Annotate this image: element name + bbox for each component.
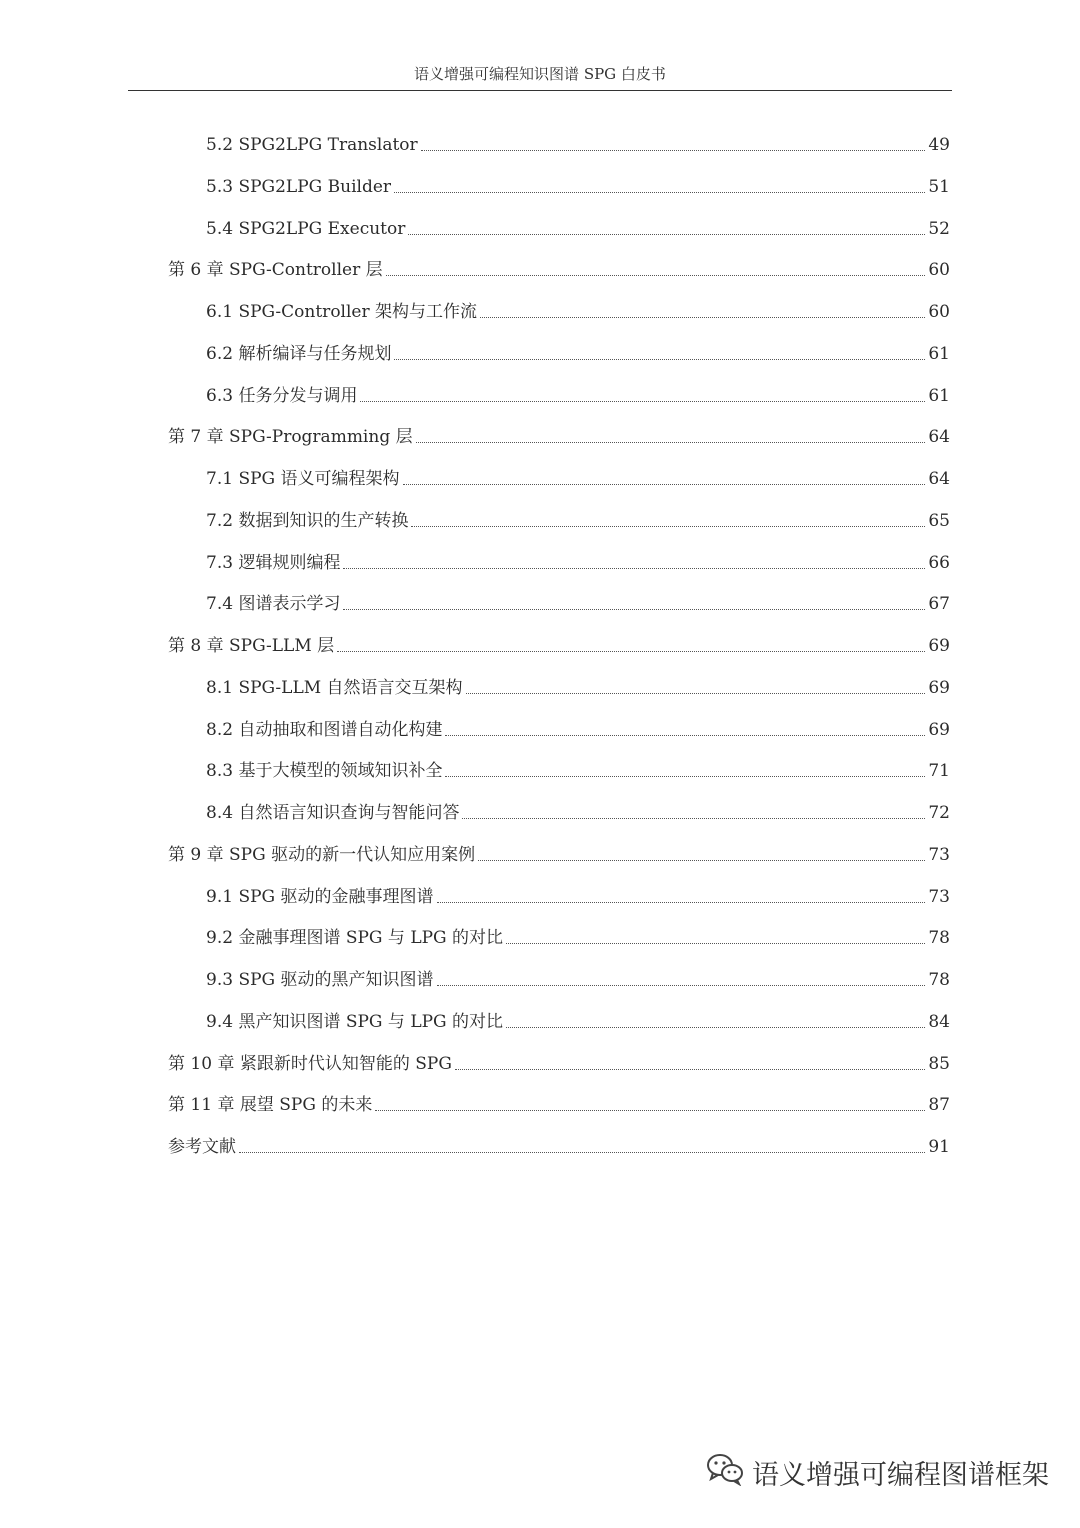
watermark-text: 语义增强可编程图谱框架 <box>752 1459 1049 1491</box>
toc-entry-page-number: 72 <box>928 803 950 823</box>
toc-dot-leader <box>478 859 925 861</box>
toc-entry-page-number: 65 <box>928 510 950 531</box>
toc-dot-leader <box>421 149 926 151</box>
toc-entry-title: 第 10 章 紧跟新时代认知智能的 SPG <box>168 1053 452 1074</box>
toc-entry[interactable] <box>206 336 950 366</box>
toc-entry-title: 7.1 SPG 语义可编程架构 <box>206 469 400 489</box>
toc-entry[interactable] <box>206 127 950 157</box>
toc-entry[interactable] <box>206 294 950 324</box>
toc-entry-page-number: 85 <box>928 1053 950 1074</box>
toc-entry-page-number: 78 <box>928 928 950 949</box>
toc-entry-title: 5.2 SPG2LPG Translator <box>206 135 418 155</box>
toc-entry-page-number: 69 <box>928 719 950 740</box>
toc-dot-leader <box>466 692 926 694</box>
toc-entry-title: 7.4 图谱表示学习 <box>206 594 341 615</box>
toc-entry-page-number: 60 <box>928 302 950 322</box>
toc-entry-page-number: 71 <box>928 761 950 782</box>
toc-entry-title: 8.2 自动抽取和图谱自动化构建 <box>206 719 443 740</box>
toc-entry-page-number: 51 <box>928 176 950 197</box>
toc-entry-title: 第 9 章 SPG 驱动的新一代认知应用案例 <box>168 844 476 865</box>
toc-entry-title: 9.4 黑产知识图谱 SPG 与 LPG 的对比 <box>206 1011 504 1032</box>
toc-entry-page-number: 84 <box>928 1011 950 1032</box>
toc-entry[interactable] <box>206 920 950 950</box>
toc-dot-leader <box>360 400 925 402</box>
toc-entry-page-number: 69 <box>928 636 950 656</box>
toc-entry-title: 8.1 SPG-LLM 自然语言交互架构 <box>206 677 463 698</box>
toc-entry-page-number: 60 <box>928 260 950 281</box>
watermark <box>706 1448 1049 1496</box>
toc-entry-page-number: 61 <box>928 385 950 406</box>
toc-entry-title: 6.1 SPG-Controller 架构与工作流 <box>206 302 478 322</box>
toc-dot-leader <box>411 525 925 527</box>
toc-entry-title: 第 11 章 展望 SPG 的未来 <box>168 1095 373 1116</box>
toc-entry[interactable] <box>206 1004 950 1034</box>
toc-entry[interactable] <box>206 503 950 533</box>
toc-dot-leader <box>394 191 925 193</box>
toc-entry-page-number: 87 <box>928 1095 950 1116</box>
toc-entry-title: 5.3 SPG2LPG Builder <box>206 176 392 197</box>
toc-entry-title: 第 8 章 SPG-LLM 层 <box>168 636 335 656</box>
toc-dot-leader <box>445 734 925 736</box>
toc-entry[interactable] <box>206 962 950 992</box>
toc-entry[interactable] <box>168 1087 950 1117</box>
toc-entry[interactable] <box>206 378 950 408</box>
toc-dot-leader <box>506 1026 925 1028</box>
toc-entry-page-number: 69 <box>928 677 950 698</box>
toc-entry[interactable] <box>206 545 950 575</box>
toc-dot-leader <box>408 233 925 235</box>
wechat-icon <box>706 1452 744 1493</box>
toc-entry[interactable] <box>206 712 950 742</box>
toc-entry-page-number: 66 <box>928 552 950 573</box>
toc-dot-leader <box>403 483 926 485</box>
toc-dot-leader <box>462 817 925 819</box>
toc-dot-leader <box>445 775 925 777</box>
toc-entry[interactable] <box>206 879 950 909</box>
toc-entry-title: 7.2 数据到知识的生产转换 <box>206 510 409 531</box>
toc-entry-title: 6.3 任务分发与调用 <box>206 385 358 406</box>
toc-entry[interactable] <box>168 628 950 658</box>
toc-entry[interactable] <box>168 837 950 867</box>
toc-entry-title: 6.2 解析编译与任务规划 <box>206 343 392 364</box>
toc-entry-page-number: 61 <box>928 343 950 364</box>
toc-entry-page-number: 49 <box>928 135 950 155</box>
toc-dot-leader <box>343 567 925 569</box>
toc-dot-leader <box>437 984 926 986</box>
toc-entry[interactable] <box>168 252 950 282</box>
toc-entry-title: 第 6 章 SPG-Controller 层 <box>168 260 383 281</box>
toc-entry-page-number: 73 <box>928 844 950 865</box>
running-header <box>128 62 952 91</box>
toc-dot-leader <box>239 1151 925 1153</box>
toc-entry[interactable] <box>206 670 950 700</box>
toc-entry[interactable] <box>206 461 950 491</box>
toc-dot-leader <box>343 608 925 610</box>
toc-entry-title: 9.2 金融事理图谱 SPG 与 LPG 的对比 <box>206 928 504 949</box>
toc-entry[interactable] <box>206 795 950 825</box>
toc-dot-leader <box>375 1109 925 1111</box>
toc-entry-page-number: 78 <box>928 970 950 990</box>
toc-entry-title: 9.1 SPG 驱动的金融事理图谱 <box>206 886 434 907</box>
toc-entry-page-number: 67 <box>928 594 950 615</box>
toc-entry-page-number: 64 <box>928 427 950 448</box>
toc-entry[interactable] <box>206 211 950 241</box>
toc-entry[interactable] <box>206 586 950 616</box>
toc-entry-title: 9.3 SPG 驱动的黑产知识图谱 <box>206 970 434 990</box>
header-title: 语义增强可编程知识图谱 SPG 白皮书 <box>414 65 666 83</box>
toc-dot-leader <box>506 942 925 944</box>
toc-entry-title: 7.3 逻辑规则编程 <box>206 552 341 573</box>
toc-entry-title: 8.4 自然语言知识查询与智能问答 <box>206 803 460 823</box>
toc-dot-leader <box>394 358 925 360</box>
toc-dot-leader <box>437 901 926 903</box>
toc-entry[interactable] <box>168 1129 950 1159</box>
toc-entry[interactable] <box>206 169 950 199</box>
toc-entry-page-number: 52 <box>928 218 950 239</box>
toc-entry-title: 8.3 基于大模型的领域知识补全 <box>206 761 443 782</box>
toc-entry-title: 5.4 SPG2LPG Executor <box>206 218 406 239</box>
toc-entry-page-number: 91 <box>928 1137 950 1157</box>
toc-dot-leader <box>386 274 926 276</box>
toc-dot-leader <box>337 650 925 652</box>
toc-entry[interactable] <box>168 1046 950 1076</box>
toc-dot-leader <box>416 441 926 443</box>
toc-entry-page-number: 73 <box>928 886 950 907</box>
toc-dot-leader <box>455 1068 925 1070</box>
toc-entry[interactable] <box>206 753 950 783</box>
toc-entry-title: 第 7 章 SPG-Programming 层 <box>168 427 413 448</box>
toc-entry-page-number: 64 <box>928 469 950 489</box>
toc-dot-leader <box>480 316 925 318</box>
toc-entry[interactable] <box>168 419 950 449</box>
toc-entry-title: 参考文献 <box>168 1137 236 1157</box>
